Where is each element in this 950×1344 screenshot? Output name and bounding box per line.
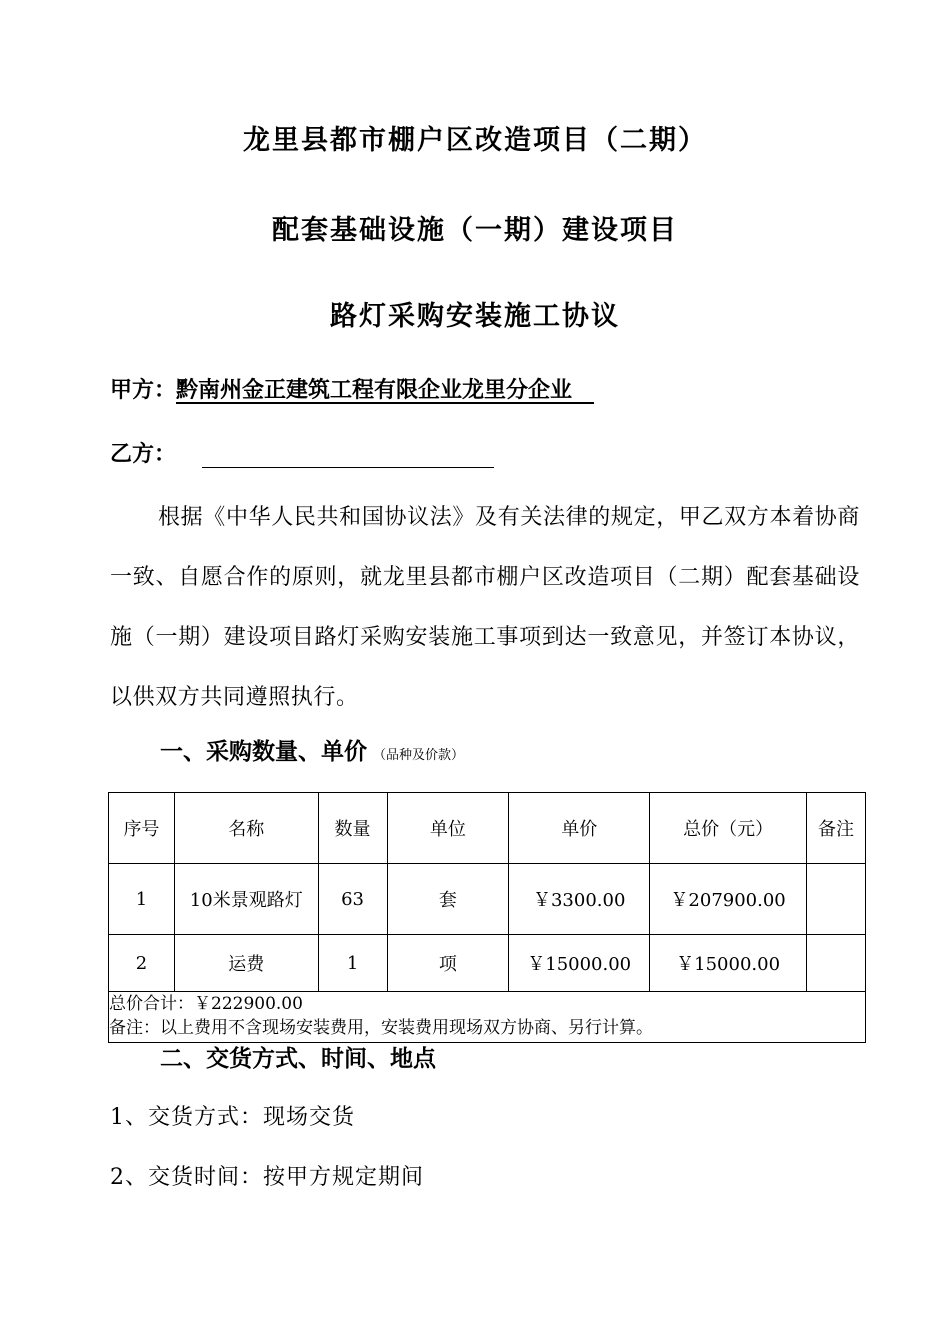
table-summary-row xyxy=(109,992,866,1043)
party-a-name: 黔南州金正建筑工程有限企业龙里分企业 xyxy=(176,377,595,403)
table-header-cell: 序号 xyxy=(109,793,175,864)
table-header-row xyxy=(109,793,866,864)
table-header-cell: 总价（元） xyxy=(650,793,807,864)
table-cell: 套 xyxy=(387,864,509,935)
table-header-cell: 名称 xyxy=(174,793,318,864)
section-1-note: （品种及价款） xyxy=(373,748,465,763)
party-b-label: 乙方： xyxy=(110,441,177,467)
party-a xyxy=(110,373,594,404)
table-row xyxy=(109,864,866,935)
table-header-cell: 备注 xyxy=(807,793,866,864)
table-cell: ￥3300.00 xyxy=(509,864,650,935)
delivery-time: 2、交货时间：按甲方规定期间 xyxy=(110,1165,424,1190)
section-1-title: 一、采购数量、单价 xyxy=(160,738,367,765)
title-line-3: 路灯采购安装施工协议 xyxy=(330,301,620,332)
table-cell: ￥15000.00 xyxy=(650,935,807,992)
title-line-2: 配套基础设施（一期）建设项目 xyxy=(272,215,678,246)
table-cell: 项 xyxy=(387,935,509,992)
table-header-cell: 单位 xyxy=(387,793,509,864)
table-cell: ￥15000.00 xyxy=(509,935,650,992)
table-row xyxy=(109,935,866,992)
table-total: 总价合计：￥222900.00 xyxy=(109,994,303,1014)
table-header-cell: 数量 xyxy=(318,793,387,864)
table-summary-cell xyxy=(109,992,866,1043)
delivery-method: 1、交货方式：现场交货 xyxy=(110,1105,355,1130)
party-a-label: 甲方： xyxy=(110,377,177,403)
table-cell: 2 xyxy=(109,935,175,992)
section-2-heading: 二、交货方式、时间、地点 xyxy=(160,1045,436,1072)
table-cell xyxy=(807,935,866,992)
table-cell: 63 xyxy=(318,864,387,935)
price-table xyxy=(108,792,866,1043)
table-cell: ￥207900.00 xyxy=(650,864,807,935)
table-cell: 10米景观路灯 xyxy=(174,864,318,935)
party-b-blank-line xyxy=(202,445,494,468)
table-header-cell: 单价 xyxy=(509,793,650,864)
table-cell xyxy=(807,864,866,935)
party-b xyxy=(110,437,494,468)
table-cell: 1 xyxy=(318,935,387,992)
section-1-heading xyxy=(160,733,464,766)
intro-paragraph: 根据《中华人民共和国协议法》及有关法律的规定，甲乙双方本着协商一致、自愿合作的原则，就龙里县都市棚户区改造项目（二期）配套基础设施（一期）建设项目路灯采购安装施工事项到达一致意见，并签订本协议，以供双方共同遵照执行。 xyxy=(110,505,860,710)
table-remark: 备注：以上费用不含现场安装费用，安装费用现场双方协商、另行计算。 xyxy=(109,1018,653,1038)
table-cell: 1 xyxy=(109,864,175,935)
table-cell: 运费 xyxy=(174,935,318,992)
title-line-1: 龙里县都市棚户区改造项目（二期） xyxy=(243,125,707,156)
